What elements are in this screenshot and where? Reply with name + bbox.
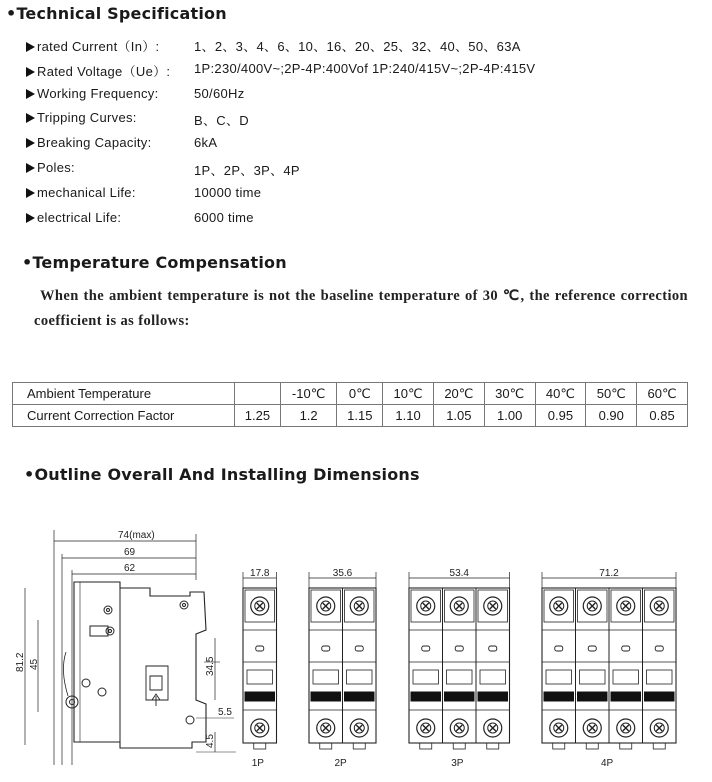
temp-cell: 40℃: [535, 383, 586, 405]
spec-label: Rated Voltage（Ue）:: [26, 61, 170, 80]
spec-value: 6kA: [194, 135, 218, 151]
width-dim: 53.4: [449, 568, 469, 579]
pole: [609, 588, 641, 749]
spec-label: mechanical Life:: [26, 185, 136, 200]
pole-count-label: 2P: [334, 758, 347, 769]
factor-cell: 0.85: [637, 405, 688, 427]
arrow-bullet-icon: [26, 163, 35, 173]
pole: [343, 588, 375, 749]
factor-cell: 1.25: [235, 405, 281, 427]
dim-4-5: 4.5: [205, 734, 216, 748]
pole: [643, 588, 675, 749]
spec-label: electrical Life:: [26, 210, 121, 225]
temp-cell: 50℃: [586, 383, 637, 405]
pole-count-label: 4P: [601, 758, 614, 769]
spec-label: Breaking Capacity:: [26, 135, 152, 150]
dim-69: 69: [124, 547, 136, 558]
factor-cell: 0.90: [586, 405, 637, 427]
spec-label: Poles:: [26, 160, 75, 175]
temp-comp-paragraph: When the ambient temperature is not the baseline temperature of 30 ℃, the reference correction coefficient is as follows:: [34, 288, 688, 329]
arrow-bullet-icon: [26, 113, 35, 123]
front-views: [243, 568, 676, 769]
spec-value: 1、2、3、4、6、10、16、20、25、32、40、50、63A: [194, 39, 521, 54]
outline-heading: •Outline Overall And Installing Dimensions: [24, 465, 420, 484]
side-view-drawing: [15, 530, 236, 765]
temp-cell: -10℃: [280, 383, 337, 405]
dim-81: 81.2: [15, 652, 26, 672]
front-view-4p: [542, 568, 676, 769]
width-dim: 17.8: [250, 568, 270, 579]
dimension-drawings: [0, 520, 712, 782]
dim-74: 74(max): [118, 530, 155, 541]
arrow-bullet-icon: [26, 138, 35, 148]
factor-cell: 1.2: [280, 405, 337, 427]
factor-cell: 1.00: [484, 405, 535, 427]
factor-cell: 1.15: [337, 405, 383, 427]
pole: [576, 588, 608, 749]
arrow-bullet-icon: [26, 42, 35, 52]
spec-value: 1P、2P、3P、4P: [194, 163, 300, 178]
factor-cell: 1.10: [383, 405, 434, 427]
correction-factor-header: Current Correction Factor: [13, 405, 235, 427]
correction-table: [12, 382, 688, 427]
dim-34: 34.5: [205, 656, 216, 676]
temp-cell: 20℃: [433, 383, 484, 405]
pole: [443, 588, 475, 749]
dim-62: 62: [124, 563, 136, 574]
pole: [243, 588, 275, 749]
front-view-2p: [309, 568, 376, 769]
temp-comp-heading: •Temperature Compensation: [22, 253, 287, 272]
temp-cell: 30℃: [484, 383, 535, 405]
dim-5-5: 5.5: [218, 707, 232, 718]
factor-cell: 1.05: [433, 405, 484, 427]
spec-label: Working Frequency:: [26, 86, 159, 101]
factor-cell: 0.95: [535, 405, 586, 427]
arrow-bullet-icon: [26, 213, 35, 223]
pole: [476, 588, 508, 749]
temp-cell: 60℃: [637, 383, 688, 405]
pole: [542, 588, 574, 749]
spec-value: B、C、D: [194, 113, 249, 129]
spec-value: 50/60Hz: [194, 85, 245, 101]
pole-count-label: 3P: [451, 758, 464, 769]
arrow-bullet-icon: [26, 188, 35, 198]
pole: [409, 588, 441, 749]
arrow-bullet-icon: [26, 67, 35, 77]
arrow-bullet-icon: [26, 89, 35, 99]
spec-label: Tripping Curves:: [26, 110, 137, 125]
dim-45: 45: [29, 658, 40, 670]
front-view-1p: [243, 568, 277, 769]
pole: [309, 588, 341, 749]
tech-spec-heading: •Technical Specification: [6, 4, 227, 23]
front-view-3p: [409, 568, 510, 769]
temp-cell: 10℃: [383, 383, 434, 405]
ambient-temp-header: Ambient Temperature: [13, 383, 235, 405]
spec-label: rated Current（In）:: [26, 36, 159, 55]
pole-count-label: 1P: [251, 758, 264, 769]
temp-cell: 0℃: [337, 383, 383, 405]
spec-value: 10000 time: [194, 184, 262, 200]
width-dim: 71.2: [599, 568, 619, 579]
temp-cell: [235, 383, 281, 405]
spec-value: 6000 time: [194, 209, 254, 225]
spec-value: 1P:230/400V~;2P-4P:400Vof 1P:240/415V~;2P-4P:415V: [194, 60, 536, 76]
width-dim: 35.6: [332, 568, 353, 579]
